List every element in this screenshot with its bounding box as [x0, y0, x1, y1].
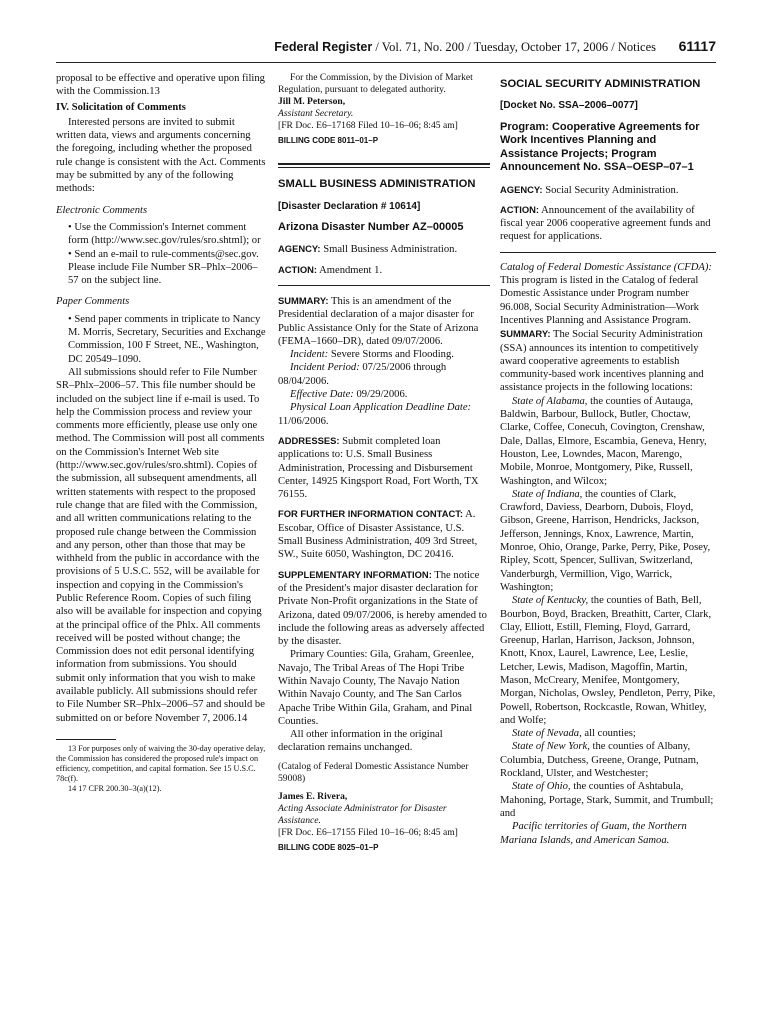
state-entry: State of Nevada, all counties; [512, 728, 636, 740]
subheading-paper: Paper Comments [56, 296, 130, 308]
primary-counties: Primary Counties: Gila, Graham, Greenlee, Navajo, The Tribal Areas of The Hopi Tribe Within Navajo County, The Navajo Nation Within Navajo County, and The San Carlos Apache Tribe Within Gila, Graham, and Pinal Counties. [278, 649, 474, 727]
incident-period: Incident Period: 07/25/2006 through 08/04/2006. [278, 362, 447, 387]
docket-number: [Disaster Declaration # 10614] [278, 200, 421, 212]
billing-code: BILLING CODE 8011–01–P [278, 136, 379, 145]
supplementary-info: SUPPLEMENTARY INFORMATION: The notice of the President's major disaster declaration for Private Non-Profit organizations in the State of Arizona, dated 09/07/2006, is hereby amended to include the following areas as adversely affected by the disaster. [278, 568, 487, 648]
column-2 [278, 72, 490, 854]
subheading-electronic: Electronic Comments [56, 204, 148, 216]
agency-title: SMALL BUSINESS ADMINISTRATION [278, 178, 476, 191]
section-divider [278, 163, 490, 165]
state-entry: State of Alabama, the counties of Autauga, Baldwin, Barbour, Bullock, Butler, Choctaw, Clarke, Coffee, Conecuh, Covington, Crenshaw, Dale, Dallas, Elmore, Escambia, Geneva, Henry, Houston, Lee, Lowndes, Macon, Marengo, Mobile, Monroe, Montgomery, Pike, Russell, Washington, and Wilcox; [500, 395, 707, 487]
header-citation [274, 40, 656, 55]
signer-name: James E. Rivera, [278, 790, 348, 802]
agency-line: AGENCY: Social Security Administration. [500, 183, 679, 196]
signer-name: Jill M. Peterson, [278, 96, 346, 107]
section-heading: IV. Solicitation of Comments [56, 101, 186, 113]
paragraph: For the Commission, by the Division of Market Regulation, pursuant to delegated authority. [278, 72, 473, 95]
agency-line: AGENCY: Small Business Administration. [278, 243, 458, 256]
issue-info: / Vol. 71, No. 200 / Tuesday, October 17, 2006 / Notices [372, 40, 656, 54]
paragraph: All other information in the original declaration remains unchanged. [278, 729, 443, 754]
column-3 [500, 72, 716, 847]
state-entry: State of Kentucky, the counties of Bath, Bell, Bourbon, Boyd, Bracken, Breathitt, Carter, Clark, Clay, Elliott, Estill, Fleming, Floyd, Garrard, Greenup, Harlan, Harrison, Jackson, Johnson, Knott, Knox, Laurel, Lawrence, Lee, Leslie, Letcher, Lewis, Madison, Magoffin, Martin, Mason, McCreary, Menifee, Montgomery, Morgan, Nicholas, Owsley, Pendleton, Perry, Pike, Powell, Robertson, Rockcastle, Rowan, Whitley, and Wolfe; [500, 595, 716, 726]
divider [278, 285, 490, 286]
contact: FOR FURTHER INFORMATION CONTACT: A. Escobar, Office of Disaster Assistance, U.S. Small Business Administration, 409 3rd Street, SW., Suite 6050, Washington, DC 20416. [278, 508, 478, 561]
fr-doc: [FR Doc. E6–17168 Filed 10–16–06; 8:45 am] [278, 120, 458, 131]
bullet-item: • Use the Commission's Internet comment form (http://www.sec.gov/rules/sro.shtml); or [68, 221, 261, 247]
signer-title: Assistant Secretary. [278, 108, 354, 119]
agency-title: SOCIAL SECURITY ADMINISTRATION [500, 78, 701, 90]
column-1 [56, 72, 266, 794]
addresses: ADDRESSES: Submit completed loan applications to: U.S. Small Business Administration, Processing and Disbursement Center, 14925 Kingsport Road, Fort Worth, TX 76155. [278, 434, 479, 501]
footnote-divider [56, 739, 116, 740]
billing-code: BILLING CODE 8025–01–P [278, 842, 379, 852]
action-line: ACTION: Amendment 1. [278, 263, 383, 276]
docket-number: [Docket No. SSA–2006–0077] [500, 100, 638, 112]
state-entry: State of Indiana, the counties of Clark, Crawford, Daviess, Dearborn, Dubois, Floyd, Gibson, Greene, Harrison, Hendricks, Jackson, Jefferson, Jennings, Knox, Lawrence, Martin, Monroe, Ohio, Orange, Parke, Perry, Pike, Posey, Ripley, Scott, Spencer, Sullivan, Switzerland, Vanderburgh, Vermillion, Vigo, Warrick, Washington; [500, 488, 711, 593]
paragraph: proposal to be effective and operative upon filing with the Commission.13 [56, 73, 265, 98]
program-title: Program: Cooperative Agreements for Work Incentives Planning and Assistance Projects; Program Announcement No. SSA–OESP–07–1 [500, 120, 700, 174]
journal-name: Federal Register [274, 40, 373, 54]
bullet-item: • Send an e-mail to rule-comments@sec.gov. Please include File Number SR–Phlx–2006–57 on the subject line. [68, 248, 259, 287]
summary: SUMMARY: The Social Security Administration (SSA) announces its intention to competitively award cooperative agreements to establish community-based work incentives planning and assistance projects in the following locations: [500, 328, 704, 394]
effective-date: Effective Date: 09/29/2006. [290, 389, 408, 401]
summary: SUMMARY: This is an amendment of the Presidential declaration of a major disaster for Public Assistance Only for the State of Arizona (FEMA–1660–DR), dated 09/07/2006. [278, 294, 479, 347]
document-title: Arizona Disaster Number AZ–00005 [278, 220, 464, 233]
state-entry: State of Ohio, the counties of Ashtabula, Mahoning, Portage, Stark, Summit, and Trumbull; and [500, 781, 714, 819]
state-entry: State of New York, the counties of Albany, Columbia, Dutchess, Greene, Orange, Putnam, Rockland, Ulster, and Westchester; [500, 741, 699, 780]
catalog-note: (Catalog of Federal Domestic Assistance Number 59008) [278, 760, 469, 784]
deadline-date: Physical Loan Application Deadline Date: 11/06/2006. [278, 402, 472, 427]
page-header [56, 40, 716, 63]
footnote: 14 17 CFR 200.30–3(a)(12). [68, 783, 162, 793]
incident: Incident: Severe Storms and Flooding. [290, 349, 454, 361]
divider [500, 252, 716, 253]
page-number: 61117 [678, 38, 716, 54]
section-divider [278, 167, 490, 168]
cfda: Catalog of Federal Domestic Assistance (CFDA): This program is listed in the Catalog of federal Domestic Assistance under Program number 96.008, Social Security Administration—Work Incentives Planning and Assistance Program. [500, 261, 712, 326]
paragraph: All submissions should refer to File Number SR–Phlx–2006–57. This file number should be included on the subject line if e-mail is used. To help the Commission process and review your comments more efficiently, please use only one method. The Commission will post all comments on the Commission's Internet Web site (http://www.sec.gov/rules/sro.shtml). Copies of the submission, all subsequent amendments, all written statements with respect to the proposed rule change that are filed with the Commission, and all written communications relating to the proposed rule change between the Commission and any person, other than those that may be withheld from the public in accordance with the provisions of 5 U.S.C. 552, will be available for inspection and copying in the Commission's Public Reference Room. Copies of such filing also will be available for inspection and copying at the principal office of the Phlx. All comments received will be posted without change; the Commission does not edit personal identifying information from submissions. You should submit only information that you wish to make available publicly. All submissions should refer to File Number SR–Phlx–2006–57 and should be submitted on or before November 7, 2006.14 [56, 366, 265, 724]
signer-title: Acting Associate Administrator for Disaster Assistance. [278, 802, 447, 826]
state-entry: Pacific territories of Guam, the Northern Mariana Islands, and American Samoa. [500, 821, 687, 846]
footnote: 13 For purposes only of waiving the 30-day operative delay, the Commission has considered the proposed rule's impact on efficiency, competition, and capital formation. See 15 U.S.C. 78c(f). [56, 743, 266, 783]
fr-doc: [FR Doc. E6–17155 Filed 10–16–06; 8:45 am] [278, 826, 458, 838]
paragraph: Interested persons are invited to submit written data, views and arguments concerning the foregoing, including whether the proposed rule change is consistent with the Act. Comments may be submitted by any of the following methods: [56, 116, 266, 195]
action-line: ACTION: Announcement of the availability of fiscal year 2006 cooperative agreement funds and request for applications. [500, 203, 711, 243]
bullet-item: • Send paper comments in triplicate to Nancy M. Morris, Secretary, Securities and Exchange Commission, 100 F Street, NE., Washington, DC 20549–1090. [68, 313, 266, 365]
